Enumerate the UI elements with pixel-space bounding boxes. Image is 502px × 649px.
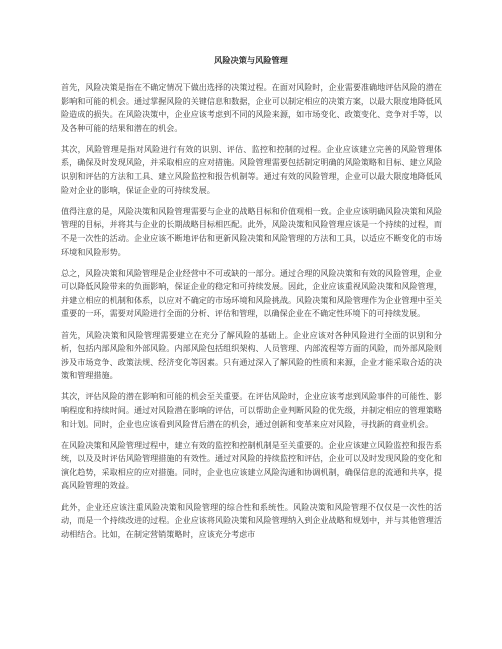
document-title: 风险决策与风险管理 (214, 55, 288, 65)
paragraph-8: 此外，企业还应该注重风险决策和风险管理的综合性和系统性。风险决策和风险管理不仅仅是一次性的活动，而是一个持续改进的过程。企业应该将风险决策和风险管理纳入到企业战略和规划中，并与其他管理活动相结合。比如，在制定营销策略时，应该充分考虑市 (61, 501, 442, 539)
paragraph-3: 值得注意的是，风险决策和风险管理需要与企业的战略目标和价值观相一致。企业应该明确风险决策和风险管理的目标，并将其与企业的长期战略目标相匹配。此外，风险决策和风险管理应该是一个持续的过程，而不是一次性的活动。企业应该不断地评估和更新风险决策和风险管理的方法和工具，以适应不断变化的市场环境和风险形势。 (61, 205, 442, 257)
paragraph-2: 其次，风险管理是指对风险进行有效的识别、评估、监控和控制的过程。企业应该建立完善的风险管理体系，确保及时发现风险，并采取相应的应对措施。风险管理需要包括制定明确的风险策略和目标、建立风险识别和评估的方法和工具、建立风险监控和报告机制等。通过有效的风险管理，企业可以最大限度地降低风险对企业的影响，保证企业的可持续发展。 (61, 143, 442, 195)
paragraph-6: 其次，评估风险的潜在影响和可能的机会至关重要。在评估风险时，企业应该考虑到风险事件的可能性、影响程度和持续时间。通过对风险潜在影响的评估，可以帮助企业判断风险的优先级，并制定相应的管理策略和计划。同时，企业也应该看到风险背后潜在的机会，通过创新和变革来应对风险，寻找新的商业机会。 (61, 391, 442, 429)
paragraph-5: 首先，风险决策和风险管理需要建立在充分了解风险的基础上。企业应该对各种风险进行全面的识别和分析，包括内部风险和外部风险。内部风险包括组织架构、人员管理、内部流程等方面的风险，而外部风险则涉及市场竞争、政策法规、经济变化等因素。只有通过深入了解风险的性质和来源，企业才能采取合适的决策和管理措施。 (61, 329, 442, 381)
paragraph-7: 在风险决策和风险管理过程中，建立有效的监控和控制机制是至关重要的。企业应该建立风险监控和报告系统，以及及时评估风险管理措施的有效性。通过对风险的持续监控和评估，企业可以及时发现风险的变化和演化趋势，采取相应的应对措施。同时，企业也应该建立风险沟通和协调机制，确保信息的流通和共享，提高风险管理的效益。 (61, 439, 442, 491)
paragraph-1: 首先，风险决策是指在不确定情况下做出选择的决策过程。在面对风险时，企业需要准确地评估风险的潜在影响和可能的机会。通过掌握风险的关键信息和数据，企业可以制定相应的决策方案，以最大限度地降低风险造成的损失。在风险决策中，企业应该考虑到不同的风险来源，如市场变化、政策变化、竞争对手等，以及各种可能的结果和潜在的机会。 (61, 82, 442, 133)
paragraph-4: 总之，风险决策和风险管理是企业经营中不可或缺的一部分。通过合理的风险决策和有效的风险管理，企业可以降低风险带来的负面影响，保证企业的稳定和可持续发展。因此，企业应该重视风险决策和风险管理，并建立相应的机制和体系，以应对不确定的市场环境和风险挑战。风险决策和风险管理作为企业管理中至关重要的一环，需要对风险进行全面的分析、评估和管理，以确保企业在不确定性环境下的可持续发展。 (61, 267, 442, 319)
document-body (61, 81, 442, 549)
